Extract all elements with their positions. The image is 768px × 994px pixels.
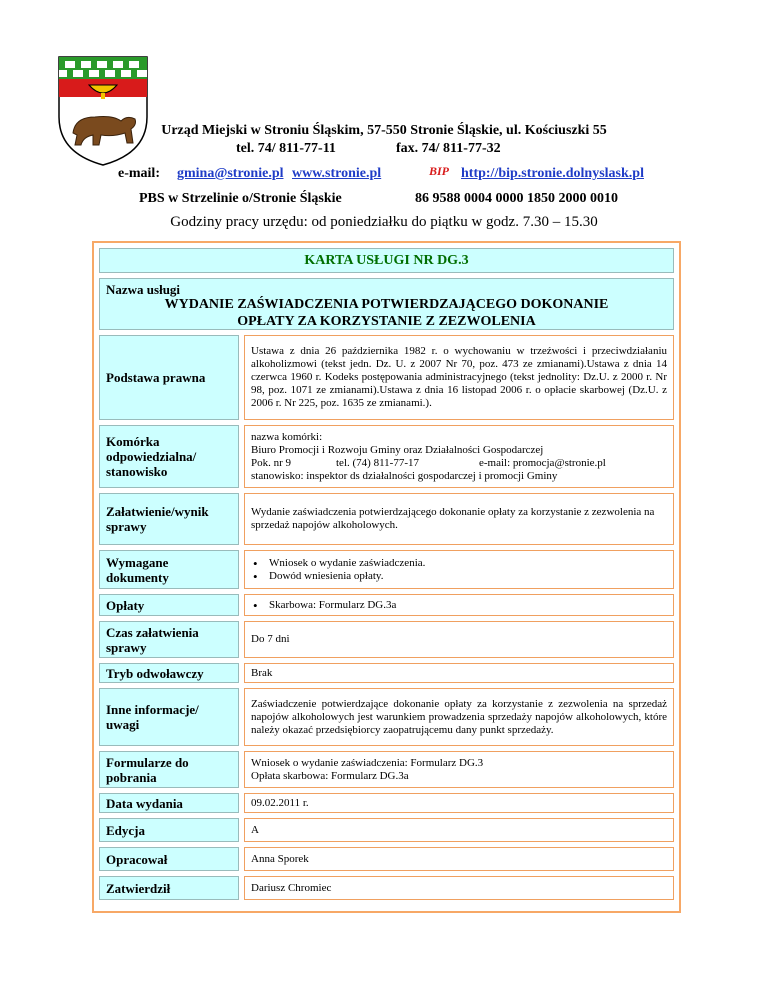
row-value: Brak: [244, 663, 674, 683]
form-link-application[interactable]: Wniosek o wydanie zaświadczenia: Formularz DG.3: [251, 756, 484, 769]
row-issue-date: [99, 793, 674, 813]
row-label: Edycja: [99, 818, 239, 842]
bank-name: PBS w Strzelinie o/Stronie Śląskie: [139, 191, 342, 206]
card-title: KARTA USŁUGI NR DG.3: [99, 248, 674, 273]
office-tel: tel. 74/ 811-77-11: [236, 141, 336, 156]
row-label: Wymagane dokumenty: [99, 550, 239, 589]
list-item: • Skarbowa: Formularz DG.3a: [265, 599, 396, 612]
row-label: Zatwierdził: [99, 876, 239, 900]
row-label: Czas załatwienia sprawy: [99, 621, 239, 658]
dept-line: Biuro Promocji i Rozwoju Gminy oraz Działalności Gospodarczej: [251, 443, 544, 456]
service-card: [92, 241, 681, 913]
email-label: e-mail:: [118, 166, 160, 181]
row-department: [99, 425, 674, 488]
row-time: [99, 621, 674, 658]
www-link[interactable]: www.stronie.pl: [292, 166, 382, 181]
row-label: Komórka odpowiedzialna/ stanowisko: [99, 425, 239, 488]
service-name-line1: WYDANIE ZAŚWIADCZENIA POTWIERDZAJĄCEGO DOKONANIE: [164, 297, 609, 312]
office-fax: fax. 74/ 811-77-32: [396, 141, 501, 156]
row-value: Anna Sporek: [244, 847, 674, 871]
email-link[interactable]: gmina@stronie.pl: [177, 166, 284, 181]
service-name-title: [100, 296, 673, 330]
row-label: Inne informacje/ uwagi: [99, 688, 239, 746]
row-value: Ustawa z dnia 26 października 1982 r. o wychowaniu w trzeźwości i przeciwdziałaniu alkoholizmowi (tekst jedn. Dz. U. z 2007 Nr 70, poz. 473 ze zmianami).Ustawa z dnia 14 czerwca 1960 r. Kodeks postępowania administracyjnego (tekst jednolity: Dz.U. z 2000 r. Nr 98, poz. 1071 ze zmianami).Ustawa z dnia 16 listopad 2006 r. o opłacie skarbowej (Dz.U. z 2006 r. Nr 225, poz. 1635 ze zmianami.).: [244, 335, 674, 420]
dept-line: stanowisko: inspektor ds działalności gospodarczej i promocji Gminy: [251, 469, 558, 482]
list-item: • Dowód wniesienia opłaty.: [265, 570, 425, 583]
row-value: [244, 594, 674, 616]
bank-account: 86 9588 0004 0000 1850 2000 0010: [415, 191, 618, 206]
row-forms: [99, 751, 674, 788]
dept-room: Pok. nr 9: [251, 456, 292, 469]
row-edition: [99, 818, 674, 842]
dept-line: nazwa komórki:: [251, 430, 323, 443]
bip-logo: BIP: [429, 164, 450, 178]
row-appeal: [99, 663, 674, 683]
row-other-info: [99, 688, 674, 746]
form-link-fee[interactable]: Opłata skarbowa: Formularz DG.3a: [251, 769, 409, 782]
dept-tel: tel. (74) 811-77-17: [336, 456, 419, 469]
row-prepared-by: [99, 847, 674, 871]
row-fees: [99, 594, 674, 616]
row-approved-by: [99, 876, 674, 900]
row-label: Tryb odwoławczy: [99, 663, 239, 683]
service-name-box: [99, 278, 674, 330]
service-name-line2: OPŁATY ZA KORZYSTANIE Z ZEZWOLENIA: [237, 314, 536, 329]
row-legal-basis: [99, 335, 674, 420]
row-label: Podstawa prawna: [99, 335, 239, 420]
office-hours: Godziny pracy urzędu: od poniedziałku do piątku w godz. 7.30 – 15.30: [170, 214, 598, 230]
row-value: 09.02.2011 r.: [244, 793, 674, 813]
row-value: Do 7 dni: [244, 621, 674, 658]
row-documents: [99, 550, 674, 589]
row-value: [244, 550, 674, 589]
row-value: [244, 425, 674, 488]
dept-email: e-mail: promocja@stronie.pl: [479, 456, 606, 469]
coat-of-arms-logo: [55, 55, 151, 167]
row-label: Opracował: [99, 847, 239, 871]
list-item: • Wniosek o wydanie zaświadczenia.: [265, 557, 425, 570]
row-value: [244, 751, 674, 788]
dept-contact: [251, 457, 667, 470]
row-value: Zaświadczenie potwierdzające dokonanie opłaty za korzystanie z zezwolenia na sprzedaż napojów alkoholowych jest warunkiem prowadzenia sprzedaży napojów alkoholowych, które należy okazać przedsiębiorcy zaopatrującemu dany punkt sprzedaży.: [244, 688, 674, 746]
row-label: Opłaty: [99, 594, 239, 616]
row-value: Wydanie zaświadczenia potwierdzającego dokonanie opłaty za korzystanie z zezwolenia na sprzedaż napojów alkoholowych.: [244, 493, 674, 545]
service-name-label: Nazwa usługi: [106, 282, 181, 297]
row-label: Formularze do pobrania: [99, 751, 239, 788]
office-address: Urząd Miejski w Stroniu Śląskim, 57-550 Stronie Śląskie, ul. Kościuszki 55: [161, 123, 607, 138]
row-value: Dariusz Chromiec: [244, 876, 674, 900]
row-value: A: [244, 818, 674, 842]
row-result: [99, 493, 674, 545]
row-label: Data wydania: [99, 793, 239, 813]
row-label: Załatwienie/wynik sprawy: [99, 493, 239, 545]
bip-link[interactable]: http://bip.stronie.dolnyslask.pl: [461, 166, 644, 181]
